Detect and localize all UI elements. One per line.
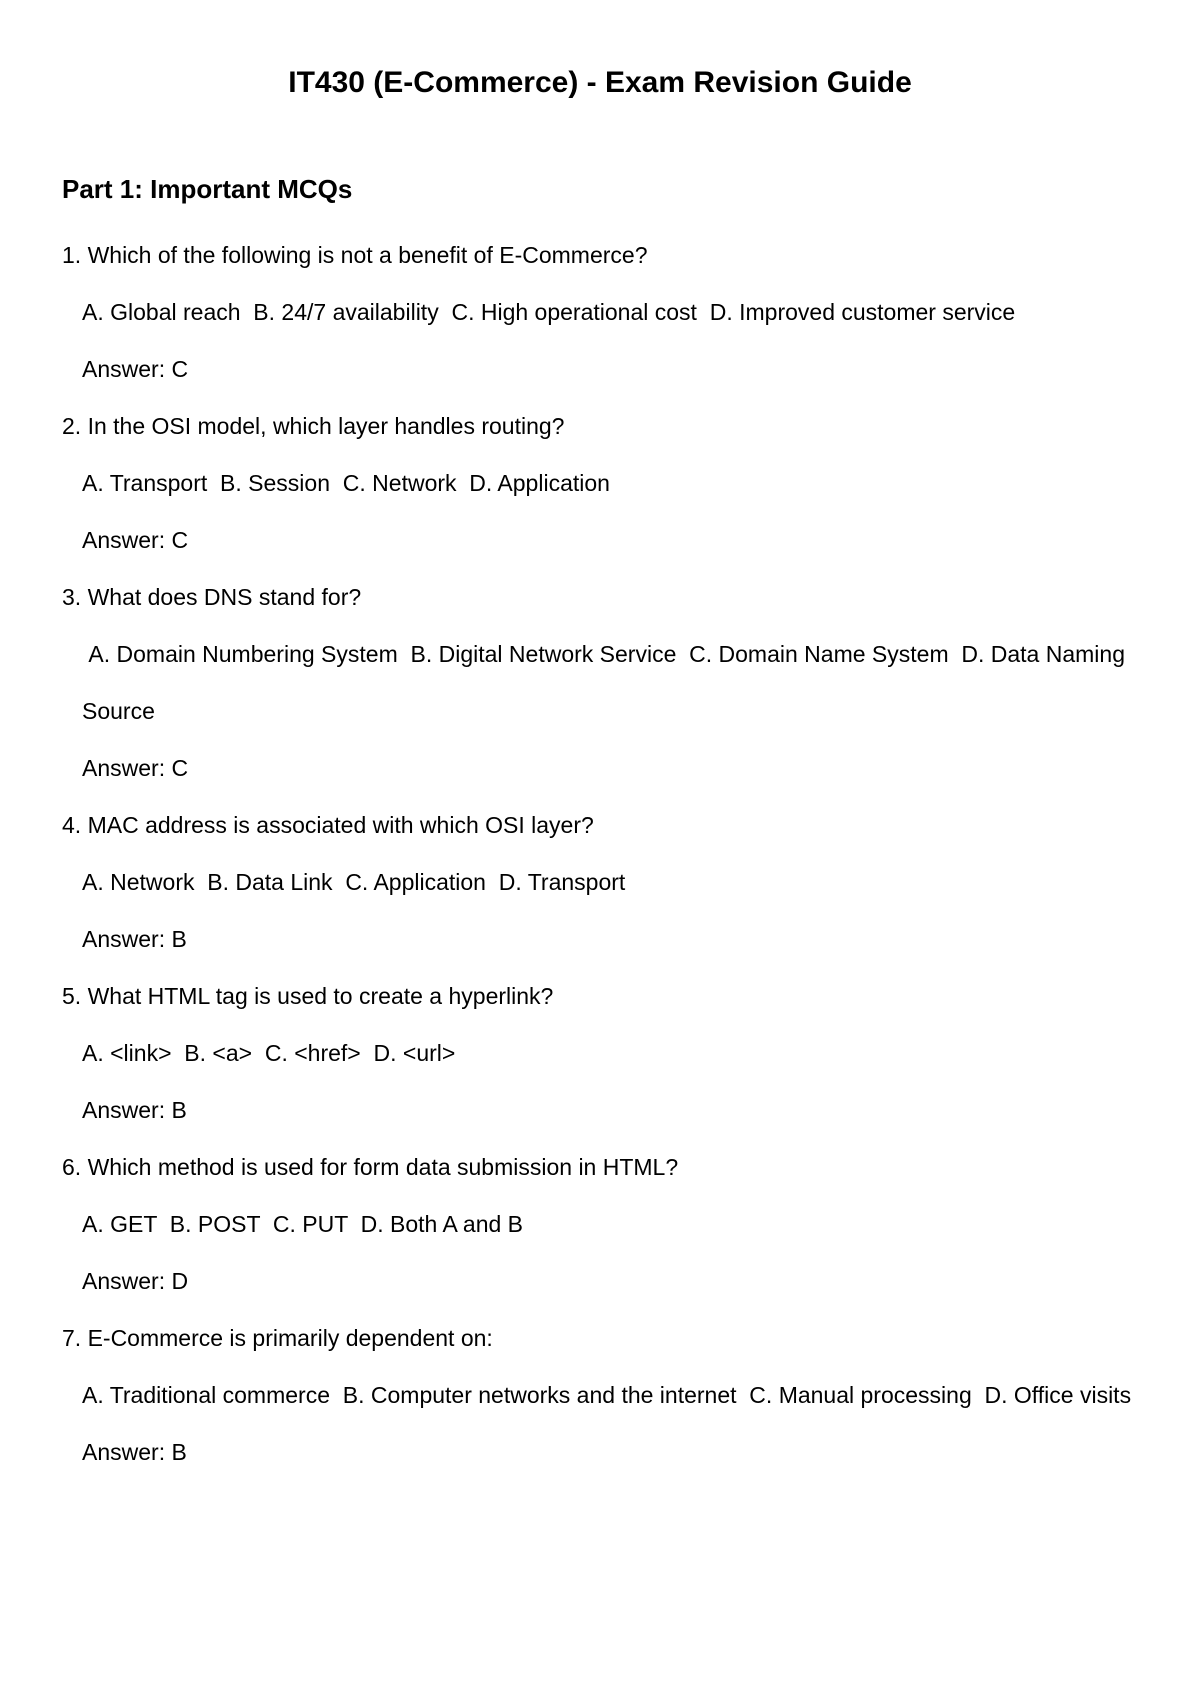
section-heading: Part 1: Important MCQs bbox=[62, 174, 353, 204]
mcq-question: 3. What does DNS stand for? bbox=[62, 584, 362, 610]
document-title: IT430 (E-Commerce) - Exam Revision Guide bbox=[288, 66, 912, 99]
mcq-question: 6. Which method is used for form data submission in HTML? bbox=[62, 1154, 679, 1180]
mcq-options: A. <link> B. <a> C. <href> D. <url> bbox=[82, 1040, 456, 1066]
mcq-list bbox=[62, 227, 1138, 1481]
mcq-item-3 bbox=[62, 569, 1138, 797]
mcq-question: 5. What HTML tag is used to create a hyperlink? bbox=[62, 983, 554, 1009]
mcq-answer: Answer: C bbox=[82, 356, 189, 382]
mcq-answer: Answer: D bbox=[82, 1268, 189, 1294]
mcq-question: 1. Which of the following is not a benefit of E-Commerce? bbox=[62, 242, 648, 268]
mcq-options: A. Domain Numbering System B. Digital Network Service C. Domain Name System D. Data Naming Source bbox=[82, 641, 1132, 724]
mcq-options: A. GET B. POST C. PUT D. Both A and B bbox=[82, 1211, 524, 1237]
mcq-item-2 bbox=[62, 398, 1138, 569]
mcq-options: A. Network B. Data Link C. Application D. Transport bbox=[82, 869, 626, 895]
mcq-question: 2. In the OSI model, which layer handles routing? bbox=[62, 413, 565, 439]
mcq-item-5 bbox=[62, 968, 1138, 1139]
mcq-question: 7. E-Commerce is primarily dependent on: bbox=[62, 1325, 493, 1351]
mcq-item-6 bbox=[62, 1139, 1138, 1310]
mcq-options: A. Transport B. Session C. Network D. Application bbox=[82, 470, 610, 496]
mcq-answer: Answer: C bbox=[82, 755, 189, 781]
mcq-options: A. Traditional commerce B. Computer networks and the internet C. Manual processing D. Office visits bbox=[82, 1382, 1132, 1408]
mcq-answer: Answer: C bbox=[82, 527, 189, 553]
mcq-answer: Answer: B bbox=[82, 1439, 187, 1465]
mcq-options: A. Global reach B. 24/7 availability C. High operational cost D. Improved customer service bbox=[82, 299, 1016, 325]
mcq-item-4 bbox=[62, 797, 1138, 968]
mcq-item-1 bbox=[62, 227, 1138, 398]
mcq-question: 4. MAC address is associated with which OSI layer? bbox=[62, 812, 594, 838]
mcq-answer: Answer: B bbox=[82, 1097, 187, 1123]
mcq-item-7 bbox=[62, 1310, 1138, 1481]
mcq-answer: Answer: B bbox=[82, 926, 187, 952]
